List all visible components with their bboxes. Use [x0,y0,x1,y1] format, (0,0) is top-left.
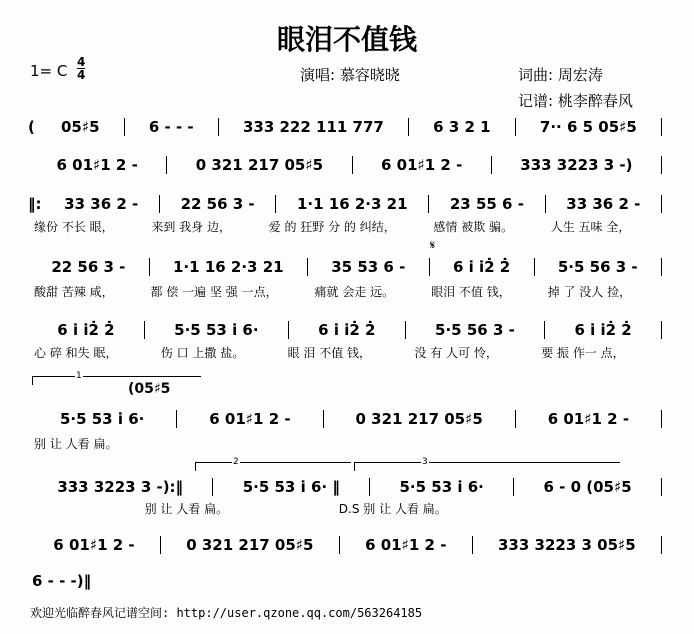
notation-line [28,258,662,276]
lyric-segment: 酸甜 苦辣 咸， [34,285,114,299]
measure: 22 56 3 - [51,258,126,276]
measure: 0 321 217 05♯5 [186,536,314,554]
measure: 6 01♯1 2 - [365,536,447,554]
measure: 7·· 6 5 05♯5 [539,118,637,136]
measure: 6 01♯1 2 - [209,410,291,428]
measure: 6 i̇ i̇2̇ 2̇ [57,321,115,339]
lyric-segment: 人生 五味 全， [550,220,631,234]
time-signature [77,56,85,81]
measure: 5·5 56 3 - [435,321,515,339]
measure: 1·1 16 2·3 21 [173,258,284,276]
transcriber: 记谱: 桃李醉春风 [518,92,633,110]
measure: 5·5 53 i̇ 6· [59,410,145,428]
notation-line [28,195,662,213]
measure: 333 3223 3 05♯5 [498,536,636,554]
lyric-segment: D.S 别 让 人看 扁。 [338,502,447,516]
volta-3-label: 3 [422,457,428,467]
notation-line [28,321,662,339]
volta-2-label: 2 [233,457,239,467]
lyrics-line [28,220,662,234]
bar-line [661,118,662,136]
measure: 33 36 2 - [566,195,641,213]
lyric-segment: 心 碎 和失 眠， [34,346,118,360]
bar-line [661,321,662,339]
lyric-segment: 眼泪 不值 钱， [431,285,511,299]
notation-line [28,410,662,428]
bar-line [661,195,662,213]
volta-3 [354,457,620,471]
measure: 333 3223 3 -):‖ [57,478,184,496]
bar-line [661,478,662,496]
lyrics-line [28,502,662,516]
lyric-segment: 别 让 人看 扁。 [34,437,118,451]
measure: 22 56 3 - [180,195,255,213]
segno-sign: 𝄋 [430,238,436,252]
measure: 0 321 217 05♯5 [355,410,483,428]
bar-line [661,410,662,428]
lyric-segment: 眼 泪 不值 钱， [287,346,372,360]
notation-line [28,536,662,554]
lyric-segment: 伤 口 上撒 盐。 [160,346,245,360]
lyric-segment: 缘份 不长 眼， [34,220,114,234]
ending-pickup: (05♯5 [128,381,171,397]
footer-text: 欢迎光临醉春风记谱空间: http://user.qzone.qq.com/563264185 [30,606,423,620]
measure: 6 01♯1 2 - [547,410,630,428]
measure: 33 36 2 - [64,195,139,213]
composer: 词曲: 周宏涛 [518,66,603,84]
lyric-segment: 要 振 作一 点， [541,346,625,360]
measure: 05♯5 [61,118,100,136]
lyrics-line [28,285,662,299]
measure: 5·5 53 i̇ 6· ‖ [242,478,340,496]
measure: 0 321 217 05♯5 [195,156,324,174]
measure: 5·5 53 i̇ 6· [174,321,259,339]
measure: 6 i̇ i̇2̇ 2̇ [318,321,376,339]
bar-line [661,258,662,276]
line-prefix: ( [28,118,35,136]
measure: 6 01♯1 2 - [53,536,135,554]
lyric-segment: 掉 了 没人 捡， [547,285,632,299]
measure: 1·1 16 2·3 21 [296,195,408,213]
lyric-segment: 感情 被欺 骗。 [433,220,514,234]
measure: 35 53 6 - [331,258,406,276]
lyrics-line [28,437,117,451]
key-signature: 1= C [30,62,68,80]
lyric-segment [551,502,662,516]
lyric-segment [28,502,139,516]
volta-1-label: 1 [76,371,82,381]
notation-line [28,478,662,496]
volta-1 [32,371,201,385]
lyrics-line [28,346,662,360]
measure: 23 55 6 - [449,195,524,213]
measure: 5·5 53 i̇ 6· [399,478,484,496]
notation-line [28,118,662,136]
singer: 演唱: 慕容晓晓 [300,66,400,84]
lyric-segment: 爱 的 狂野 分 的 纠结， [268,220,396,234]
bar-line [661,156,662,174]
measure: 6 01♯1 2 - [380,156,463,174]
notation-line [28,156,662,174]
measure: 5·5 56 3 - [557,258,638,276]
time-top: 4 [77,55,86,69]
lyric-segment: 来到 我身 边， [151,220,231,234]
measure: 6 - - - [148,118,194,136]
bar-line [661,536,662,554]
line-prefix: ‖: [28,195,42,213]
measure: 6 i̇ i̇2̇ 2̇ [574,321,632,339]
measure: 6 01♯1 2 - [56,156,138,174]
lyric-segment: 痛就 会走 远。 [314,285,395,299]
lyric-segment: 别 让 人看 扁。 [144,502,229,516]
lyric-segment: 没 有 人可 怜， [414,346,498,360]
measure: 333 222 111 777 [242,118,384,136]
measure: 6 - - -)‖ [32,572,92,590]
volta-2 [195,457,351,471]
notation-line [28,572,95,590]
measure: 6 - 0 (05♯5 [543,478,632,496]
song-title: 眼泪不值钱 [276,23,417,56]
measure: 333 3223 3 -) [520,156,633,174]
time-bottom: 4 [77,68,86,82]
measure: 6 i̇ i̇2̇ 2̇ [452,258,511,276]
lyric-segment: 都 偿 一遍 坚 强 一点， [150,285,278,299]
measure: 6 3 2 1 [433,118,491,136]
